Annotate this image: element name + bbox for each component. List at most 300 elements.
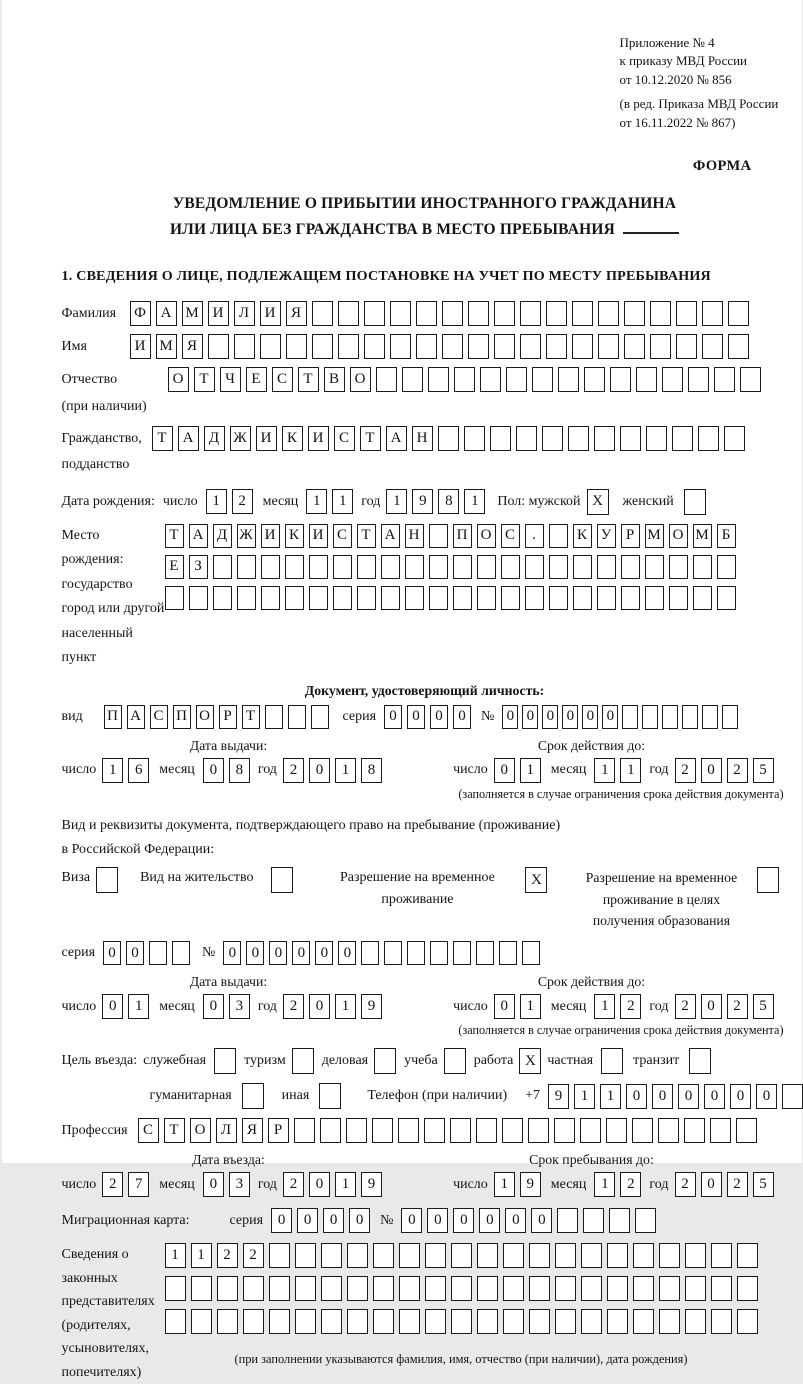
char-box[interactable] — [364, 301, 385, 326]
char-box[interactable] — [442, 301, 463, 326]
char-box[interactable]: 2 — [232, 489, 253, 514]
char-box[interactable] — [361, 941, 379, 965]
char-box[interactable] — [650, 334, 671, 359]
char-box[interactable] — [698, 426, 719, 451]
char-box[interactable] — [453, 555, 472, 579]
char-box[interactable] — [295, 1276, 316, 1301]
char-box[interactable] — [554, 1118, 575, 1143]
char-box[interactable] — [480, 367, 501, 392]
char-box[interactable] — [398, 1118, 419, 1143]
char-box[interactable] — [453, 941, 471, 965]
char-box[interactable]: 0 — [505, 1208, 526, 1233]
char-box[interactable] — [312, 301, 333, 326]
char-box[interactable]: 0 — [502, 705, 518, 729]
char-box[interactable]: 0 — [582, 705, 598, 729]
char-box[interactable] — [292, 1048, 314, 1074]
char-box[interactable] — [532, 367, 553, 392]
char-box[interactable] — [676, 334, 697, 359]
char-box[interactable]: О — [196, 705, 214, 729]
char-box[interactable]: С — [138, 1118, 159, 1143]
char-box[interactable] — [737, 1276, 758, 1301]
char-box[interactable]: О — [477, 524, 496, 548]
char-box[interactable]: Н — [405, 524, 424, 548]
char-box[interactable] — [260, 334, 281, 359]
char-box[interactable] — [557, 1208, 578, 1233]
char-box[interactable]: Т — [242, 705, 260, 729]
char-box[interactable] — [621, 555, 640, 579]
char-box[interactable] — [659, 1309, 680, 1334]
char-box[interactable] — [555, 1276, 576, 1301]
char-box[interactable] — [390, 334, 411, 359]
char-box[interactable]: И — [208, 301, 229, 326]
char-box[interactable] — [405, 555, 424, 579]
char-box[interactable]: 1 — [306, 489, 327, 514]
char-box[interactable] — [425, 1243, 446, 1268]
char-box[interactable]: 2 — [217, 1243, 238, 1268]
char-box[interactable]: 1 — [520, 994, 541, 1019]
char-box[interactable]: Р — [219, 705, 237, 729]
char-box[interactable]: 0 — [126, 941, 144, 965]
char-box[interactable] — [499, 941, 517, 965]
char-box[interactable] — [573, 555, 592, 579]
char-box[interactable]: П — [173, 705, 191, 729]
char-box[interactable] — [428, 367, 449, 392]
char-box[interactable] — [711, 1309, 732, 1334]
char-box[interactable] — [581, 1276, 602, 1301]
char-box[interactable] — [309, 555, 328, 579]
char-box[interactable] — [468, 301, 489, 326]
char-box[interactable]: 2 — [102, 1172, 123, 1197]
char-box[interactable] — [477, 1276, 498, 1301]
char-box[interactable] — [659, 1276, 680, 1301]
char-box[interactable]: 0 — [315, 941, 333, 965]
char-box[interactable] — [736, 1118, 757, 1143]
char-box[interactable] — [384, 941, 402, 965]
char-box[interactable]: В — [324, 367, 345, 392]
char-box[interactable]: И — [261, 524, 280, 548]
char-box[interactable]: 0 — [203, 1172, 224, 1197]
char-box[interactable]: Б — [717, 524, 736, 548]
char-box[interactable]: Ф — [130, 301, 151, 326]
char-box[interactable] — [757, 867, 779, 893]
char-box[interactable]: 0 — [652, 1084, 673, 1109]
char-box[interactable]: 0 — [704, 1084, 725, 1109]
char-box[interactable] — [549, 555, 568, 579]
char-box[interactable]: 8 — [229, 758, 250, 783]
char-box[interactable] — [429, 555, 448, 579]
char-box[interactable] — [429, 586, 448, 610]
char-box[interactable] — [373, 1309, 394, 1334]
char-box[interactable] — [237, 586, 256, 610]
char-box[interactable]: И — [308, 426, 329, 451]
char-box[interactable]: О — [350, 367, 371, 392]
char-box[interactable] — [581, 1243, 602, 1268]
char-box[interactable]: 5 — [753, 758, 774, 783]
char-box[interactable] — [728, 301, 749, 326]
char-box[interactable]: Т — [165, 524, 184, 548]
char-box[interactable] — [464, 426, 485, 451]
char-box[interactable] — [610, 367, 631, 392]
char-box[interactable]: 0 — [756, 1084, 777, 1109]
char-box[interactable] — [312, 334, 333, 359]
char-box[interactable] — [321, 1243, 342, 1268]
char-box[interactable] — [320, 1118, 341, 1143]
char-box[interactable]: 1 — [494, 1172, 515, 1197]
char-box[interactable] — [407, 941, 425, 965]
char-box[interactable]: 2 — [675, 994, 696, 1019]
char-box[interactable]: Т — [357, 524, 376, 548]
char-box[interactable] — [399, 1243, 420, 1268]
char-box[interactable] — [572, 334, 593, 359]
char-box[interactable]: 0 — [453, 705, 471, 729]
char-box[interactable] — [502, 1118, 523, 1143]
char-box[interactable] — [346, 1118, 367, 1143]
char-box[interactable]: Т — [164, 1118, 185, 1143]
char-box[interactable]: З — [189, 555, 208, 579]
char-box[interactable] — [309, 586, 328, 610]
char-box[interactable]: 1 — [332, 489, 353, 514]
char-box[interactable]: X — [587, 489, 609, 515]
char-box[interactable] — [573, 586, 592, 610]
char-box[interactable] — [682, 705, 698, 729]
char-box[interactable] — [529, 1243, 550, 1268]
char-box[interactable]: Ж — [237, 524, 256, 548]
char-box[interactable] — [295, 1309, 316, 1334]
char-box[interactable] — [609, 1208, 630, 1233]
char-box[interactable]: 9 — [361, 994, 382, 1019]
char-box[interactable] — [476, 941, 494, 965]
char-box[interactable] — [149, 941, 167, 965]
char-box[interactable] — [549, 524, 568, 548]
char-box[interactable] — [490, 426, 511, 451]
char-box[interactable]: 1 — [594, 994, 615, 1019]
char-box[interactable] — [688, 367, 709, 392]
char-box[interactable] — [607, 1276, 628, 1301]
char-box[interactable]: 0 — [701, 994, 722, 1019]
char-box[interactable]: 0 — [430, 705, 448, 729]
char-box[interactable] — [598, 334, 619, 359]
char-box[interactable]: И — [256, 426, 277, 451]
char-box[interactable] — [372, 1118, 393, 1143]
char-box[interactable]: Я — [286, 301, 307, 326]
char-box[interactable] — [501, 586, 520, 610]
char-box[interactable] — [357, 555, 376, 579]
char-box[interactable]: 0 — [701, 1172, 722, 1197]
char-box[interactable] — [373, 1276, 394, 1301]
char-box[interactable]: 0 — [479, 1208, 500, 1233]
char-box[interactable] — [520, 334, 541, 359]
char-box[interactable] — [269, 1309, 290, 1334]
char-box[interactable] — [402, 367, 423, 392]
char-box[interactable] — [438, 426, 459, 451]
char-box[interactable] — [520, 301, 541, 326]
char-box[interactable] — [645, 586, 664, 610]
char-box[interactable]: М — [645, 524, 664, 548]
char-box[interactable]: М — [156, 334, 177, 359]
char-box[interactable] — [214, 1048, 236, 1074]
char-box[interactable]: Д — [213, 524, 232, 548]
char-box[interactable] — [650, 301, 671, 326]
char-box[interactable]: С — [272, 367, 293, 392]
char-box[interactable] — [295, 1243, 316, 1268]
char-box[interactable] — [676, 301, 697, 326]
char-box[interactable] — [546, 301, 567, 326]
char-box[interactable]: X — [519, 1048, 541, 1074]
char-box[interactable] — [606, 1118, 627, 1143]
char-box[interactable]: Я — [242, 1118, 263, 1143]
char-box[interactable] — [506, 367, 527, 392]
char-box[interactable]: 2 — [283, 1172, 304, 1197]
char-box[interactable] — [442, 334, 463, 359]
char-box[interactable]: Ч — [220, 367, 241, 392]
char-box[interactable] — [338, 334, 359, 359]
char-box[interactable] — [632, 1118, 653, 1143]
char-box[interactable]: 2 — [675, 758, 696, 783]
char-box[interactable]: Т — [194, 367, 215, 392]
char-box[interactable] — [333, 555, 352, 579]
char-box[interactable] — [208, 334, 229, 359]
char-box[interactable]: 2 — [283, 758, 304, 783]
char-box[interactable]: 0 — [602, 705, 618, 729]
char-box[interactable] — [662, 367, 683, 392]
char-box[interactable]: П — [104, 705, 122, 729]
char-box[interactable] — [503, 1243, 524, 1268]
char-box[interactable]: У — [597, 524, 616, 548]
char-box[interactable] — [689, 1048, 711, 1074]
char-box[interactable]: 0 — [531, 1208, 552, 1233]
char-box[interactable]: Л — [216, 1118, 237, 1143]
char-box[interactable] — [265, 705, 283, 729]
char-box[interactable] — [416, 334, 437, 359]
char-box[interactable]: 0 — [338, 941, 356, 965]
char-box[interactable]: 1 — [464, 489, 485, 514]
char-box[interactable] — [381, 586, 400, 610]
char-box[interactable] — [624, 301, 645, 326]
char-box[interactable]: 0 — [203, 758, 224, 783]
char-box[interactable] — [528, 1118, 549, 1143]
char-box[interactable] — [237, 555, 256, 579]
char-box[interactable] — [503, 1276, 524, 1301]
char-box[interactable] — [737, 1309, 758, 1334]
char-box[interactable]: 0 — [271, 1208, 292, 1233]
char-box[interactable] — [364, 334, 385, 359]
char-box[interactable] — [702, 334, 723, 359]
char-box[interactable] — [662, 705, 678, 729]
char-box[interactable] — [319, 1083, 341, 1109]
char-box[interactable] — [598, 301, 619, 326]
char-box[interactable] — [477, 1309, 498, 1334]
char-box[interactable] — [213, 586, 232, 610]
char-box[interactable]: 0 — [542, 705, 558, 729]
char-box[interactable] — [525, 555, 544, 579]
char-box[interactable]: 1 — [335, 758, 356, 783]
char-box[interactable] — [347, 1309, 368, 1334]
char-box[interactable] — [622, 705, 638, 729]
char-box[interactable] — [286, 334, 307, 359]
char-box[interactable]: 2 — [727, 994, 748, 1019]
char-box[interactable]: 0 — [701, 758, 722, 783]
char-box[interactable] — [636, 367, 657, 392]
char-box[interactable]: 0 — [309, 1172, 330, 1197]
char-box[interactable] — [633, 1276, 654, 1301]
char-box[interactable]: 0 — [562, 705, 578, 729]
char-box[interactable]: 0 — [102, 994, 123, 1019]
char-box[interactable]: А — [189, 524, 208, 548]
char-box[interactable]: 0 — [730, 1084, 751, 1109]
char-box[interactable]: И — [260, 301, 281, 326]
char-box[interactable] — [594, 426, 615, 451]
char-box[interactable]: 8 — [438, 489, 459, 514]
char-box[interactable]: С — [333, 524, 352, 548]
char-box[interactable] — [191, 1309, 212, 1334]
char-box[interactable]: 0 — [678, 1084, 699, 1109]
char-box[interactable] — [494, 334, 515, 359]
char-box[interactable] — [669, 555, 688, 579]
char-box[interactable] — [243, 1276, 264, 1301]
char-box[interactable]: А — [156, 301, 177, 326]
char-box[interactable]: А — [178, 426, 199, 451]
char-box[interactable]: 0 — [427, 1208, 448, 1233]
char-box[interactable]: 0 — [292, 941, 310, 965]
char-box[interactable] — [642, 705, 658, 729]
char-box[interactable] — [416, 301, 437, 326]
char-box[interactable] — [376, 367, 397, 392]
char-box[interactable] — [261, 586, 280, 610]
char-box[interactable]: 1 — [600, 1084, 621, 1109]
char-box[interactable] — [234, 334, 255, 359]
char-box[interactable]: 0 — [269, 941, 287, 965]
char-box[interactable] — [429, 524, 448, 548]
char-box[interactable] — [717, 586, 736, 610]
char-box[interactable] — [213, 555, 232, 579]
char-box[interactable]: 3 — [229, 1172, 250, 1197]
char-box[interactable]: 8 — [361, 758, 382, 783]
char-box[interactable]: 1 — [191, 1243, 212, 1268]
char-box[interactable] — [624, 334, 645, 359]
char-box[interactable]: Т — [298, 367, 319, 392]
char-box[interactable] — [165, 1309, 186, 1334]
char-box[interactable]: Е — [246, 367, 267, 392]
char-box[interactable]: 1 — [574, 1084, 595, 1109]
char-box[interactable] — [503, 1309, 524, 1334]
char-box[interactable] — [381, 555, 400, 579]
char-box[interactable] — [96, 867, 118, 893]
char-box[interactable]: 5 — [753, 994, 774, 1019]
char-box[interactable] — [405, 586, 424, 610]
char-box[interactable]: 1 — [128, 994, 149, 1019]
char-box[interactable]: 0 — [453, 1208, 474, 1233]
char-box[interactable]: 9 — [412, 489, 433, 514]
char-box[interactable]: 3 — [229, 994, 250, 1019]
char-box[interactable] — [294, 1118, 315, 1143]
char-box[interactable] — [724, 426, 745, 451]
char-box[interactable] — [390, 301, 411, 326]
char-box[interactable]: 0 — [384, 705, 402, 729]
char-box[interactable] — [529, 1276, 550, 1301]
char-box[interactable] — [782, 1084, 803, 1109]
char-box[interactable] — [728, 334, 749, 359]
char-box[interactable]: 9 — [520, 1172, 541, 1197]
char-box[interactable] — [633, 1309, 654, 1334]
char-box[interactable]: 0 — [203, 994, 224, 1019]
char-box[interactable]: М — [182, 301, 203, 326]
char-box[interactable]: Т — [360, 426, 381, 451]
char-box[interactable]: 2 — [727, 758, 748, 783]
char-box[interactable] — [501, 555, 520, 579]
char-box[interactable] — [321, 1309, 342, 1334]
char-box[interactable] — [271, 867, 293, 893]
char-box[interactable]: С — [501, 524, 520, 548]
char-box[interactable]: Т — [152, 426, 173, 451]
char-box[interactable]: О — [168, 367, 189, 392]
char-box[interactable] — [635, 1208, 656, 1233]
char-box[interactable] — [321, 1276, 342, 1301]
char-box[interactable] — [685, 1309, 706, 1334]
char-box[interactable]: 2 — [243, 1243, 264, 1268]
char-box[interactable] — [558, 367, 579, 392]
char-box[interactable] — [477, 555, 496, 579]
char-box[interactable] — [476, 1118, 497, 1143]
char-box[interactable] — [516, 426, 537, 451]
char-box[interactable]: 0 — [246, 941, 264, 965]
char-box[interactable]: О — [190, 1118, 211, 1143]
char-box[interactable] — [546, 334, 567, 359]
char-box[interactable] — [645, 555, 664, 579]
char-box[interactable]: 1 — [165, 1243, 186, 1268]
char-box[interactable] — [191, 1276, 212, 1301]
char-box[interactable] — [172, 941, 190, 965]
char-box[interactable]: 0 — [297, 1208, 318, 1233]
char-box[interactable] — [597, 586, 616, 610]
char-box[interactable]: Р — [621, 524, 640, 548]
char-box[interactable] — [165, 1276, 186, 1301]
char-box[interactable] — [542, 426, 563, 451]
char-box[interactable]: Р — [268, 1118, 289, 1143]
char-box[interactable] — [580, 1118, 601, 1143]
char-box[interactable]: 0 — [494, 758, 515, 783]
char-box[interactable]: 1 — [520, 758, 541, 783]
char-box[interactable] — [702, 301, 723, 326]
char-box[interactable] — [555, 1309, 576, 1334]
char-box[interactable]: 9 — [548, 1084, 569, 1109]
char-box[interactable] — [710, 1118, 731, 1143]
char-box[interactable]: X — [525, 867, 547, 893]
char-box[interactable] — [451, 1309, 472, 1334]
char-box[interactable]: . — [525, 524, 544, 548]
char-box[interactable]: 2 — [620, 994, 641, 1019]
char-box[interactable] — [425, 1276, 446, 1301]
char-box[interactable] — [373, 1243, 394, 1268]
char-box[interactable] — [424, 1118, 445, 1143]
char-box[interactable]: К — [573, 524, 592, 548]
char-box[interactable] — [607, 1309, 628, 1334]
char-box[interactable] — [572, 301, 593, 326]
char-box[interactable] — [684, 489, 706, 515]
char-box[interactable]: 2 — [283, 994, 304, 1019]
char-box[interactable] — [646, 426, 667, 451]
char-box[interactable]: 1 — [620, 758, 641, 783]
char-box[interactable] — [217, 1309, 238, 1334]
char-box[interactable] — [288, 705, 306, 729]
char-box[interactable]: 1 — [594, 758, 615, 783]
char-box[interactable] — [425, 1309, 446, 1334]
char-box[interactable]: 0 — [626, 1084, 647, 1109]
char-box[interactable]: А — [386, 426, 407, 451]
char-box[interactable] — [430, 941, 448, 965]
char-box[interactable] — [468, 334, 489, 359]
char-box[interactable] — [311, 705, 329, 729]
char-box[interactable]: М — [693, 524, 712, 548]
